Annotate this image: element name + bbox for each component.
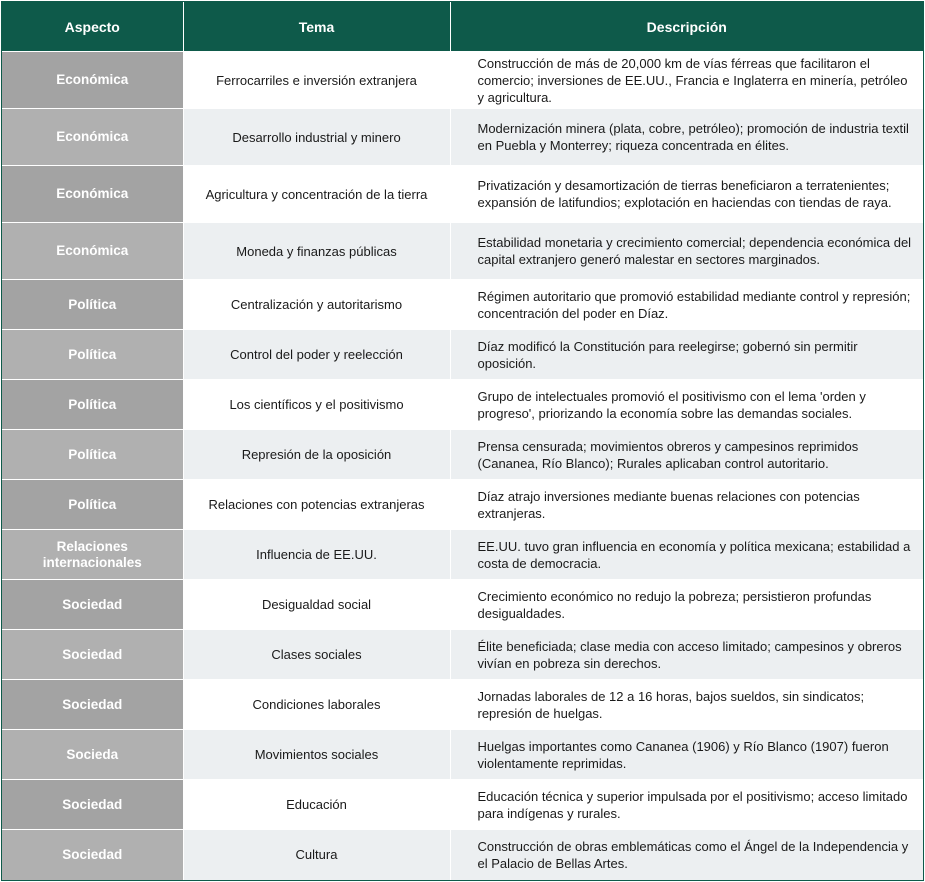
header-descripcion: Descripción <box>450 2 923 52</box>
row-tema: Desigualdad social <box>183 580 450 630</box>
table-row <box>2 52 923 109</box>
row-descripcion: Estabilidad monetaria y crecimiento comercial; dependencia económica del capital extranjero generó malestar en sectores marginados. <box>450 223 923 280</box>
row-aspecto: Sociedad <box>2 680 183 730</box>
row-tema: Agricultura y concentración de la tierra <box>183 166 450 223</box>
table-row <box>2 430 923 480</box>
table-row <box>2 580 923 630</box>
row-aspecto: Sociedad <box>2 580 183 630</box>
table-row <box>2 830 923 880</box>
table-row <box>2 530 923 580</box>
row-aspecto: Económica <box>2 109 183 166</box>
table-container <box>1 1 924 881</box>
row-descripcion: Régimen autoritario que promovió estabilidad mediante control y represión; concentración del poder en Díaz. <box>450 280 923 330</box>
row-tema: Movimientos sociales <box>183 730 450 780</box>
table-row <box>2 280 923 330</box>
table-row <box>2 480 923 530</box>
row-aspecto: Económica <box>2 166 183 223</box>
row-descripcion: Crecimiento económico no redujo la pobreza; persistieron profundas desigualdades. <box>450 580 923 630</box>
row-descripcion: Prensa censurada; movimientos obreros y campesinos reprimidos (Cananea, Río Blanco); Rurales aplicaban control autoritario. <box>450 430 923 480</box>
row-aspecto: Económica <box>2 223 183 280</box>
row-tema: Educación <box>183 780 450 830</box>
table-row <box>2 109 923 166</box>
row-aspecto: Política <box>2 480 183 530</box>
row-descripcion: Modernización minera (plata, cobre, petróleo); promoción de industria textil en Puebla y Monterrey; riqueza concentrada en élites. <box>450 109 923 166</box>
row-aspecto: Política <box>2 280 183 330</box>
table-body <box>2 52 923 880</box>
row-aspecto: Sociedad <box>2 830 183 880</box>
row-tema: Los científicos y el positivismo <box>183 380 450 430</box>
porfiriato-table <box>2 2 923 880</box>
row-descripcion: Construcción de más de 20,000 km de vías férreas que facilitaron el comercio; inversiones de EE.UU., Francia e Inglaterra en minería, petróleo y agricultura. <box>450 52 923 109</box>
row-aspecto: Política <box>2 380 183 430</box>
row-aspecto: Sociedad <box>2 780 183 830</box>
row-descripcion: Díaz atrajo inversiones mediante buenas relaciones con potencias extranjeras. <box>450 480 923 530</box>
row-descripcion: Grupo de intelectuales promovió el positivismo con el lema 'orden y progreso', priorizando la economía sobre las demandas sociales. <box>450 380 923 430</box>
row-tema: Moneda y finanzas públicas <box>183 223 450 280</box>
table-row <box>2 680 923 730</box>
table-header <box>2 2 923 52</box>
row-aspecto: Política <box>2 330 183 380</box>
row-descripcion: Díaz modificó la Constitución para reelegirse; gobernó sin permitir oposición. <box>450 330 923 380</box>
row-descripcion: Construcción de obras emblemáticas como el Ángel de la Independencia y el Palacio de Bellas Artes. <box>450 830 923 880</box>
table-row <box>2 223 923 280</box>
table-row <box>2 330 923 380</box>
row-tema: Represión de la oposición <box>183 430 450 480</box>
row-aspecto: Económica <box>2 52 183 109</box>
header-aspecto: Aspecto <box>2 2 183 52</box>
row-aspecto: Relaciones internacionales <box>2 530 183 580</box>
header-tema: Tema <box>183 2 450 52</box>
table-row <box>2 630 923 680</box>
row-descripcion: Élite beneficiada; clase media con acceso limitado; campesinos y obreros vivían en pobreza sin derechos. <box>450 630 923 680</box>
row-tema: Condiciones laborales <box>183 680 450 730</box>
table-row <box>2 780 923 830</box>
header-row <box>2 2 923 52</box>
table-row <box>2 380 923 430</box>
row-tema: Control del poder y reelección <box>183 330 450 380</box>
row-tema: Clases sociales <box>183 630 450 680</box>
row-aspecto: Política <box>2 430 183 480</box>
row-tema: Relaciones con potencias extranjeras <box>183 480 450 530</box>
row-descripcion: Educación técnica y superior impulsada por el positivismo; acceso limitado para indígenas y rurales. <box>450 780 923 830</box>
table-row <box>2 730 923 780</box>
row-aspecto: Sociedad <box>2 630 183 680</box>
table-row <box>2 166 923 223</box>
row-tema: Ferrocarriles e inversión extranjera <box>183 52 450 109</box>
row-tema: Influencia de EE.UU. <box>183 530 450 580</box>
row-aspecto: Socieda <box>2 730 183 780</box>
row-tema: Cultura <box>183 830 450 880</box>
row-descripcion: Huelgas importantes como Cananea (1906) y Río Blanco (1907) fueron violentamente reprimidas. <box>450 730 923 780</box>
row-descripcion: Privatización y desamortización de tierras beneficiaron a terratenientes; expansión de latifundios; explotación en haciendas con tiendas de raya. <box>450 166 923 223</box>
row-descripcion: EE.UU. tuvo gran influencia en economía y política mexicana; estabilidad a costa de democracia. <box>450 530 923 580</box>
row-tema: Centralización y autoritarismo <box>183 280 450 330</box>
row-descripcion: Jornadas laborales de 12 a 16 horas, bajos sueldos, sin sindicatos; represión de huelgas. <box>450 680 923 730</box>
row-tema: Desarrollo industrial y minero <box>183 109 450 166</box>
